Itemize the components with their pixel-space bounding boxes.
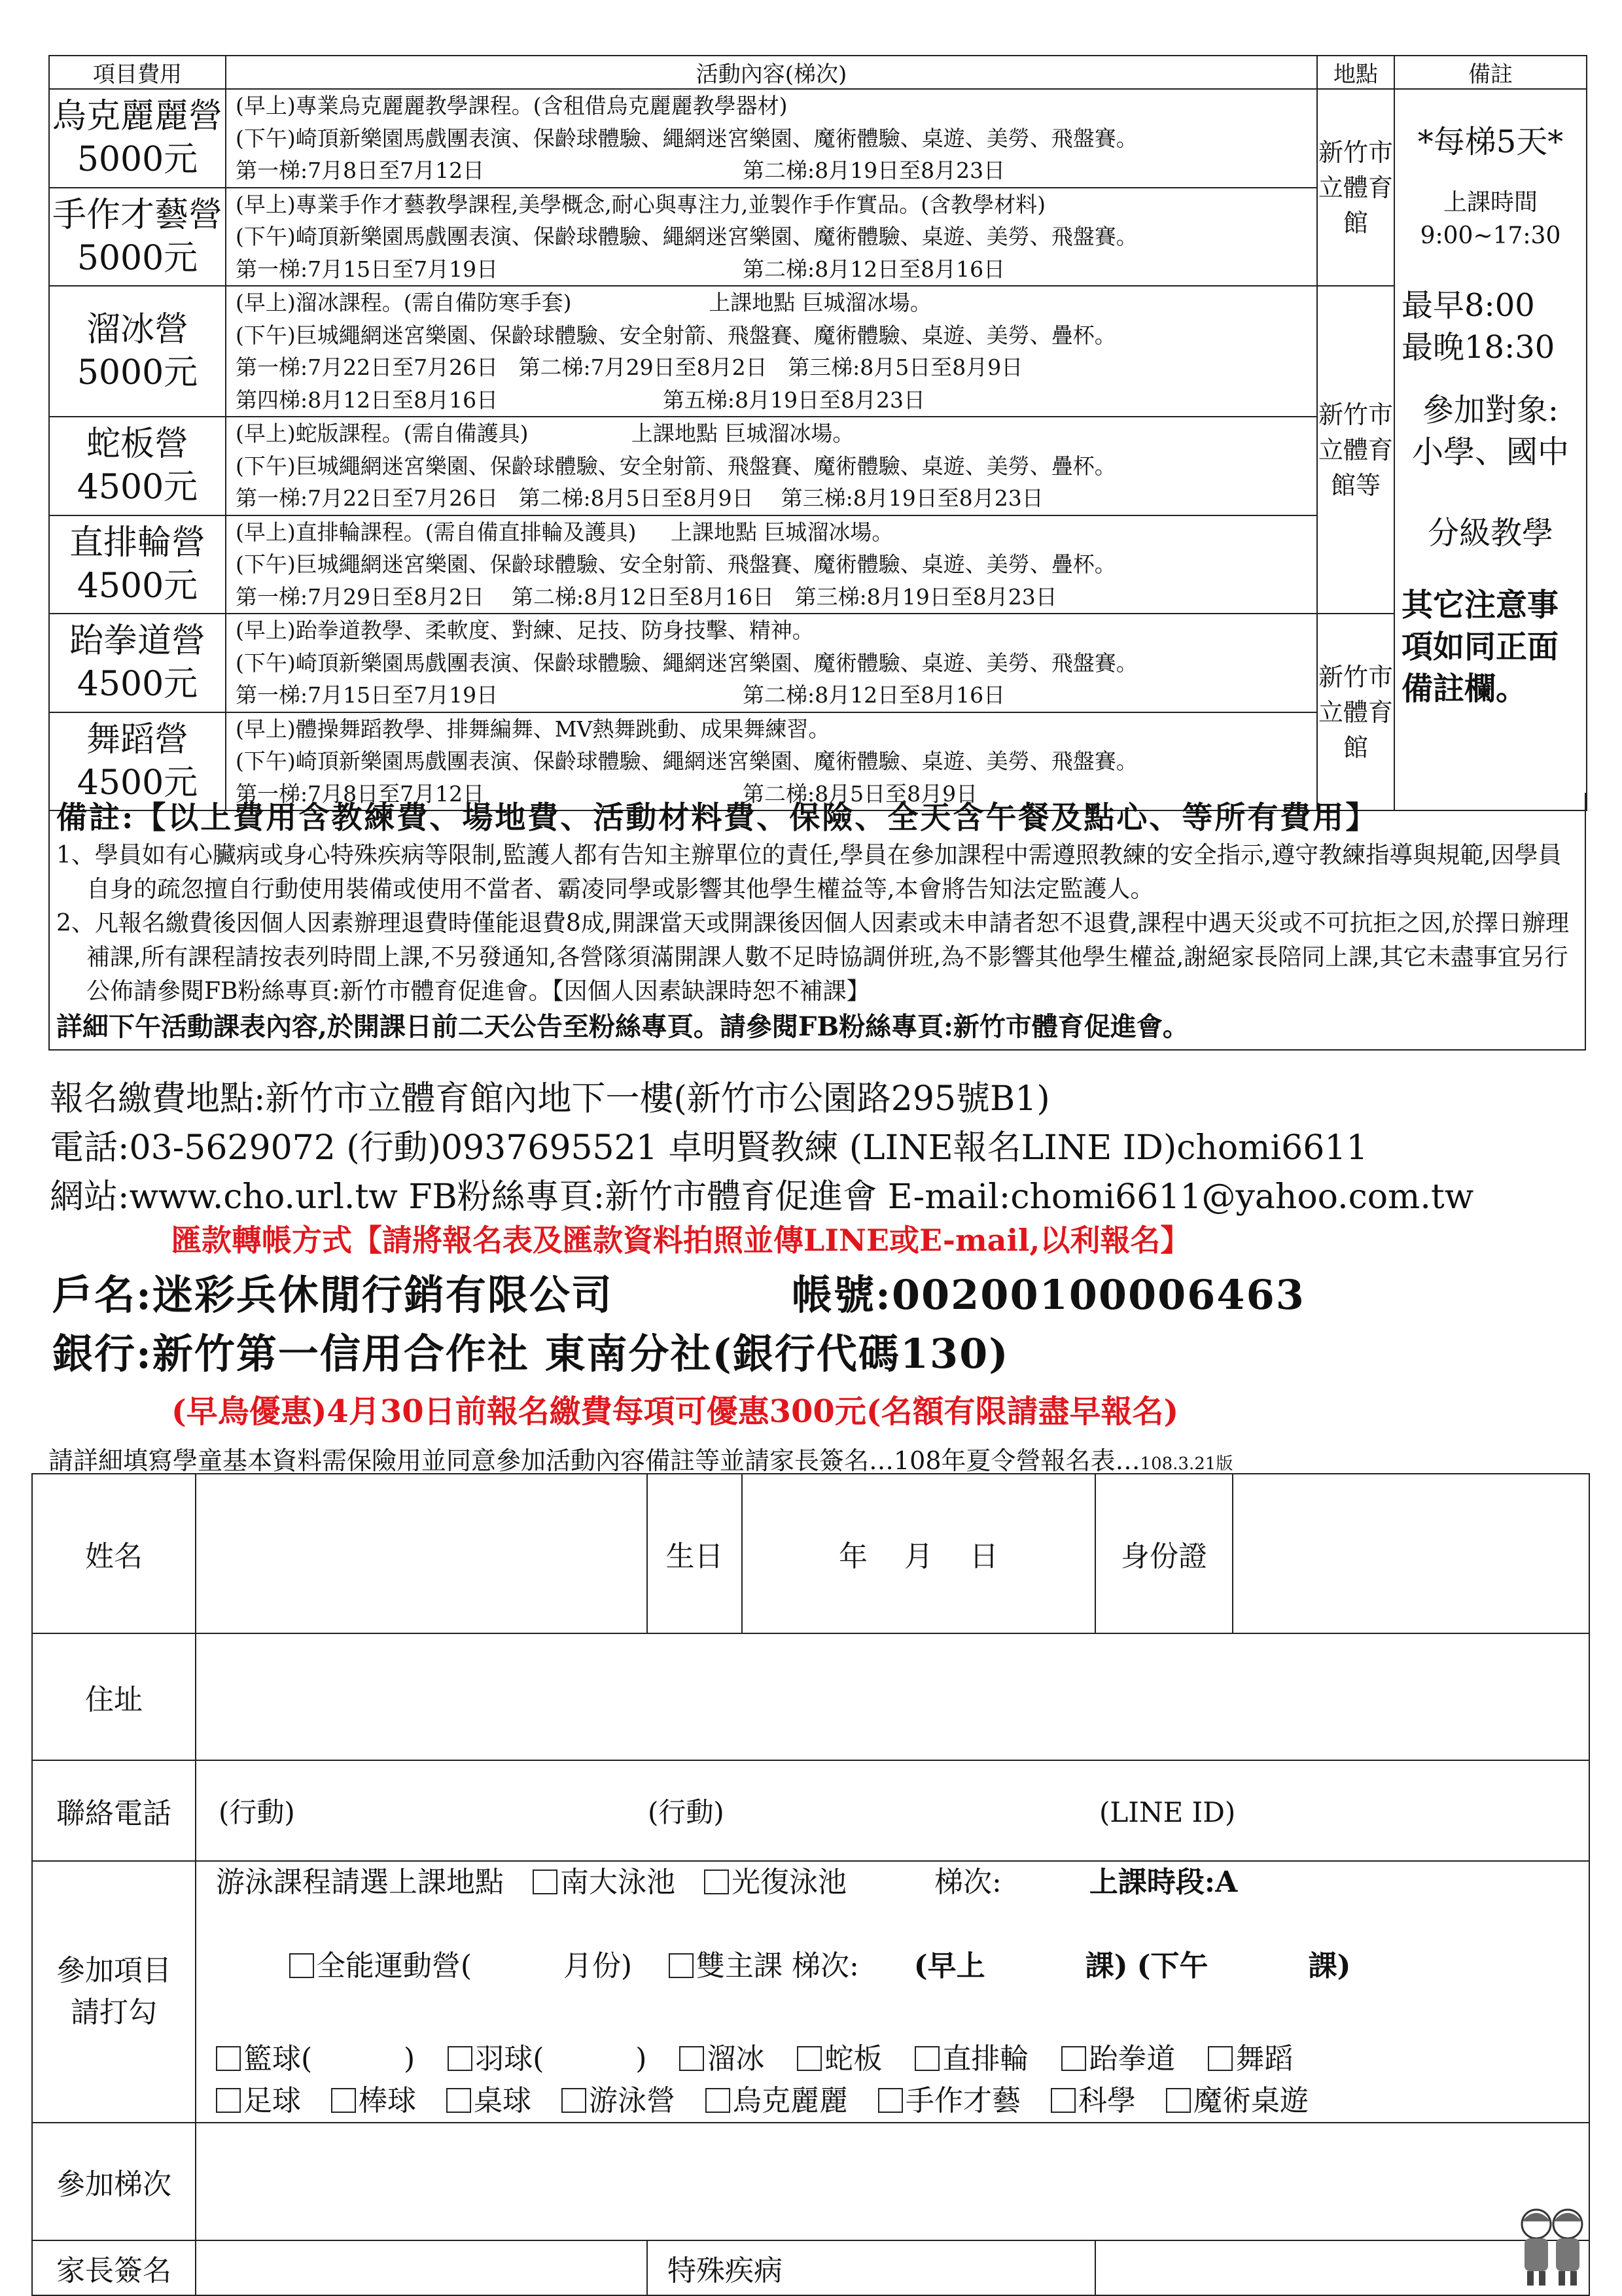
parent-sign-field[interactable] <box>196 2240 647 2295</box>
option-checkbox[interactable] <box>446 2088 471 2113</box>
session-1: 第一梯:7月8日至7月12日 <box>236 158 485 183</box>
header-activity: 活動內容(梯次) <box>226 56 1317 89</box>
option-checkbox[interactable] <box>1051 2088 1076 2113</box>
remark-text: 9:00~17:30 <box>1420 222 1561 249</box>
session-2: 第二梯:8月12日至8月16日 <box>743 682 1006 708</box>
activity-line <box>226 679 1316 712</box>
remark-text: 最晚18:30 <box>1402 329 1555 366</box>
option-label: 跆拳道 <box>1089 2042 1176 2076</box>
activity-line: (下午)巨城繩網迷宮樂園、保齡球體驗、安全射箭、飛盤賽、魔術體驗、桌遊、美勞、疊杯。 <box>236 453 1116 479</box>
remark-text: *每梯5天* <box>1417 124 1564 160</box>
note-1: 1、學員如有心臟病或身心特殊疾病等限制,監護人都有告知主辦單位的責任,學員在參加課程中需遵照教練的安全指示,遵守教練指導與規範,因學員自身的疏忽擅自行動使用裝備或使用不當者、霸凌同學或影響其他學生權益等,本會將告知法定監護人。 <box>56 842 1562 903</box>
activity-line: 第一梯:7月22日至7月26日 第二梯:7月29日至8月2日 第三梯:8月5日至8月9日 <box>236 355 1023 380</box>
option-item[interactable] <box>331 2080 416 2122</box>
account-number: 帳號:00200100006463 <box>792 1271 1305 1319</box>
camp-price: 4500元 <box>77 665 198 704</box>
camp-name: 手作才藝營 <box>52 195 222 235</box>
remark-text: 上課時間 <box>1443 189 1538 216</box>
camp-activity <box>226 188 1317 287</box>
option-item[interactable] <box>216 2038 415 2080</box>
option-label: 羽球( ) <box>475 2042 647 2076</box>
option-checkbox[interactable] <box>1208 2046 1233 2071</box>
activity-line: (早上)體操舞蹈教學、排舞編舞、MV熱舞跳動、成果舞練習。 <box>236 716 830 742</box>
remark-text: 分級教學 <box>1427 515 1553 551</box>
camp-name: 直排輪營 <box>69 523 205 563</box>
items-field <box>196 1861 1589 2123</box>
remark-text: 小學、國中 <box>1411 434 1569 470</box>
option-label: 溜冰 <box>707 2042 765 2076</box>
activity-line: 第一梯:7月22日至7月26日 第二梯:8月5日至8月9日 第三梯:8月19日至8月23日 <box>236 485 1044 511</box>
activity-line: (早上)直排輪課程。(需自備直排輪及護具) 上課地點 巨城溜冰場。 <box>236 519 894 545</box>
option-label: 足球 <box>243 2084 301 2117</box>
illness-cell[interactable] <box>647 2240 1095 2295</box>
session-2: 第二梯:8月19日至8月23日 <box>743 158 1006 183</box>
option-item[interactable] <box>878 2080 1021 2122</box>
allround-checkbox[interactable] <box>289 1953 314 1978</box>
camp-item <box>49 515 226 614</box>
camp-activity <box>226 89 1317 188</box>
option-item[interactable] <box>1051 2080 1136 2122</box>
illness-label: 特殊疾病 <box>667 2254 783 2287</box>
mobile-1: (行動) <box>219 1796 295 1828</box>
name-label: 姓名 <box>32 1474 196 1633</box>
activity-line: (早上)溜冰課程。(需自備防寒手套) 上課地點 巨城溜冰場。 <box>236 290 932 315</box>
camp-row <box>49 89 1587 188</box>
address-label: 住址 <box>32 1633 196 1760</box>
option-item[interactable] <box>448 2038 646 2080</box>
option-label: 籃球( ) <box>243 2042 415 2076</box>
camp-name: 烏克麗麗營 <box>52 97 222 137</box>
dual-label: 雙主課 梯次: <box>696 1949 859 1983</box>
option-item[interactable] <box>446 2080 531 2122</box>
am-label: (早上 課) <box>913 1949 1128 1983</box>
camp-location: 新竹市立體育館等 <box>1317 286 1394 614</box>
session-label: 參加梯次 <box>32 2123 196 2240</box>
option-item[interactable] <box>797 2038 882 2080</box>
camp-item <box>49 286 226 417</box>
address-field[interactable] <box>196 1633 1589 1760</box>
option-item[interactable] <box>679 2038 764 2080</box>
option-checkbox[interactable] <box>679 2046 704 2071</box>
activity-line <box>226 253 1316 286</box>
note-2: 2、凡報名繳費後因個人因素辦理退費時僅能退費8成,開課當天或開課後因個人因素或未申請者恕不退費,課程中遇天災或不可抗拒之因,於擇日辦理補課,所有課程請按表列時間上課,不另發通知,各營隊須滿開課人數不足時協調併班,為不影響其他學生權益,謝絕家長陪同上課,其它未盡事宜另行公佈請參閱FB粉絲專頁:新竹市體育促進會。【因個人因素缺課時恕不補課】 <box>56 910 1570 1005</box>
phone-line: 電話:03-5629072 (行動)0937695521 卓明賢教練 (LINE報名LINE ID)chomi6611 <box>50 1128 1368 1168</box>
activity-line: (早上)蛇版課程。(需自備護具) 上課地點 巨城溜冰場。 <box>236 421 855 446</box>
option-checkbox[interactable] <box>915 2046 940 2071</box>
option-item[interactable] <box>1061 2038 1175 2080</box>
option-label: 蛇板 <box>824 2042 883 2076</box>
web-line: 網站:www.cho.url.tw FB粉絲專頁:新竹市體育促進會 E-mail:chomi6611@yahoo.com.tw <box>50 1177 1474 1217</box>
option-label: 棒球 <box>359 2084 416 2117</box>
option-checkbox[interactable] <box>216 2088 241 2113</box>
session-1: 第一梯:7月8日至7月12日 <box>236 780 485 807</box>
items-label-2: 請打勾 <box>71 1996 157 2029</box>
parent-sign-label: 家長簽名 <box>32 2240 196 2295</box>
table-header <box>49 56 1587 89</box>
remark-text: 其它注意事項如同正面備註欄。 <box>1402 587 1559 707</box>
notes-footer: 詳細下午活動課表內容,於開課日前二天公告至粉絲專頁。請參閱FB粉絲專頁:新竹市體育促進會。 <box>56 1011 1189 1042</box>
pool1-checkbox[interactable] <box>533 1870 557 1894</box>
registration-form <box>31 1473 1590 2296</box>
slot-label: 上課時段:A <box>1089 1866 1238 1899</box>
camp-location: 新竹市立體育館 <box>1317 89 1394 286</box>
option-item[interactable] <box>915 2038 1029 2080</box>
activity-line: (下午)巨城繩網迷宮樂園、保齡球體驗、安全射箭、飛盤賽、魔術體驗、桌遊、美勞、疊杯。 <box>236 551 1116 577</box>
activity-line: 第四梯:8月12日至8月16日 第五梯:8月19日至8月23日 <box>236 387 925 413</box>
option-item[interactable] <box>1166 2080 1309 2122</box>
mascot-icon <box>1505 2198 1596 2289</box>
camp-price: 4500元 <box>77 566 198 606</box>
session-1: 第一梯:7月15日至7月19日 <box>236 256 499 282</box>
camp-row <box>49 286 1587 417</box>
camp-price: 5000元 <box>77 238 198 278</box>
camp-price: 5000元 <box>77 353 198 392</box>
pm-label: (下午 課) <box>1137 1949 1351 1983</box>
instruction-text: 請詳細填寫學童基本資料需保險用並同意參加活動內容備註等並請家長簽名…108年夏令營報名表… <box>48 1446 1140 1475</box>
option-label: 桌球 <box>474 2084 531 2117</box>
session-2: 第二梯:8月5日至8月9日 <box>743 780 978 807</box>
camp-price: 4500元 <box>77 468 198 508</box>
transfer-note: 匯款轉帳方式【請將報名表及匯款資料拍照並傳LINE或E-mail,以利報名】 <box>171 1223 1191 1258</box>
mobile-2: (行動) <box>648 1796 724 1828</box>
activity-line: (下午)崎頂新樂園馬戲團表演、保齡球體驗、繩網迷宮樂園、魔術體驗、桌遊、美勞、飛盤賽。 <box>236 224 1138 249</box>
remarks-cell <box>1394 89 1587 810</box>
option-checkbox[interactable] <box>1061 2046 1086 2071</box>
option-checkbox[interactable] <box>797 2046 822 2071</box>
pool1-label: 南大泳池 <box>560 1866 675 1899</box>
birthday-label: 生日 <box>647 1474 742 1633</box>
camp-item <box>49 614 226 712</box>
camp-activity <box>226 614 1317 712</box>
activity-line <box>226 154 1316 187</box>
option-label: 舞蹈 <box>1235 2042 1294 2076</box>
activity-line: (下午)崎頂新樂園馬戲團表演、保齡球體驗、繩網迷宮樂園、魔術體驗、桌遊、美勞、飛盤賽。 <box>236 748 1138 774</box>
activity-line: (下午)崎頂新樂園馬戲團表演、保齡球體驗、繩網迷宮樂園、魔術體驗、桌遊、美勞、飛盤賽。 <box>236 650 1138 676</box>
camp-name: 溜冰營 <box>86 310 188 349</box>
camp-activity <box>226 417 1317 515</box>
pool2-checkbox[interactable] <box>704 1870 729 1894</box>
items-label <box>32 1861 196 2123</box>
remark-text: 最早8:00 <box>1402 287 1535 324</box>
option-checkbox[interactable] <box>448 2046 472 2071</box>
swim-prompt: 游泳課程請選上課地點 <box>216 1866 504 1899</box>
allround-row <box>196 1904 1589 2029</box>
option-checkbox[interactable] <box>561 2088 586 2113</box>
option-checkbox[interactable] <box>878 2088 903 2113</box>
rung-label: 梯次: <box>934 1866 1002 1899</box>
header-remarks: 備註 <box>1394 56 1587 89</box>
option-label: 科學 <box>1078 2084 1136 2117</box>
notes-heading: 備註:【以上費用含教練費、場地費、活動材料費、保險、全天含午餐及點心、等所有費用】 <box>56 800 1379 836</box>
name-field[interactable] <box>196 1474 647 1633</box>
sports-row-2 <box>196 2080 1589 2122</box>
option-label: 烏克麗麗 <box>733 2084 848 2117</box>
activity-line: (下午)崎頂新樂園馬戲團表演、保齡球體驗、繩網迷宮樂園、魔術體驗、桌遊、美勞、飛盤賽。 <box>236 125 1138 151</box>
address-line: 報名繳費地點:新竹市立體育館內地下一樓(新竹市公園路295號B1) <box>50 1079 1050 1119</box>
option-checkbox[interactable] <box>705 2088 730 2113</box>
session-1: 第一梯:7月15日至7月19日 <box>236 682 499 708</box>
phone-field[interactable] <box>196 1760 1589 1861</box>
remark-text: 參加對象: <box>1422 392 1559 428</box>
session-field[interactable] <box>196 2123 1589 2240</box>
phone-label: 聯絡電話 <box>32 1760 196 1861</box>
camp-item <box>49 89 226 188</box>
camp-name: 蛇板營 <box>86 425 188 464</box>
activity-line: 第一梯:7月29日至8月2日 第二梯:8月12日至8月16日 第三梯:8月19日至8月23日 <box>236 583 1057 610</box>
header-location: 地點 <box>1317 56 1394 89</box>
pool2-label: 光復泳池 <box>732 1866 847 1899</box>
camp-location: 新竹市立體育館 <box>1317 614 1394 810</box>
option-checkbox[interactable] <box>331 2088 356 2113</box>
id-field[interactable] <box>1233 1474 1589 1633</box>
id-label: 身份證 <box>1095 1474 1233 1633</box>
account-name: 戶名:迷彩兵休閒行銷有限公司 <box>52 1271 613 1319</box>
notes-box <box>48 793 1586 1051</box>
camp-table <box>48 55 1587 811</box>
dual-checkbox[interactable] <box>669 1953 694 1978</box>
camp-name: 跆拳道營 <box>69 621 205 661</box>
option-item[interactable] <box>705 2080 848 2122</box>
activity-line: (早上)跆拳道教學、柔軟度、對練、足技、防身技擊、精神。 <box>236 617 814 643</box>
bank-line: 銀行:新竹第一信用合作社 東南分社(銀行代碼130) <box>52 1330 1010 1378</box>
line-id: (LINE ID) <box>1099 1796 1236 1828</box>
camp-row <box>49 614 1587 712</box>
option-item[interactable] <box>561 2080 675 2122</box>
option-checkbox[interactable] <box>1166 2088 1191 2113</box>
camp-activity <box>226 515 1317 614</box>
option-label: 游泳營 <box>589 2084 675 2117</box>
session-2: 第二梯:8月12日至8月16日 <box>743 256 1006 282</box>
option-item[interactable] <box>216 2080 301 2122</box>
activity-line: (下午)巨城繩網迷宮樂園、保齡球體驗、安全射箭、飛盤賽、魔術體驗、桌遊、美勞、疊杯。 <box>236 322 1116 348</box>
option-label: 直排輪 <box>942 2042 1029 2076</box>
birthday-field[interactable]: 年 月 日 <box>742 1474 1095 1633</box>
sports-row-1 <box>196 2038 1589 2080</box>
allround-label: 全能運動營( 月份) <box>316 1949 633 1983</box>
early-bird-note: (早鳥優惠)4月30日前報名繳費每項可優惠300元(名額有限請盡早報名) <box>171 1393 1179 1430</box>
option-label: 手作才藝 <box>906 2084 1021 2117</box>
option-checkbox[interactable] <box>216 2046 241 2071</box>
version-text: 108.3.21版 <box>1140 1454 1233 1474</box>
camp-activity <box>226 286 1317 417</box>
option-label: 魔術桌遊 <box>1193 2084 1309 2117</box>
header-item-fee: 項目費用 <box>49 56 226 89</box>
activity-line: (早上)專業手作才藝教學課程,美學概念,耐心與專注力,並製作手作實品。(含教學材料) <box>236 191 1046 217</box>
option-item[interactable] <box>1208 2038 1293 2080</box>
items-label-1: 參加項目 <box>56 1954 171 1987</box>
camp-item <box>49 417 226 515</box>
camp-name: 舞蹈營 <box>86 720 188 759</box>
activity-line: (早上)專業烏克麗麗教學課程。(含租借烏克麗麗教學器材) <box>236 93 788 118</box>
camp-price: 5000元 <box>77 140 198 180</box>
camp-item <box>49 188 226 287</box>
camp-price: 4500元 <box>77 763 198 803</box>
swim-row <box>196 1862 1589 1904</box>
